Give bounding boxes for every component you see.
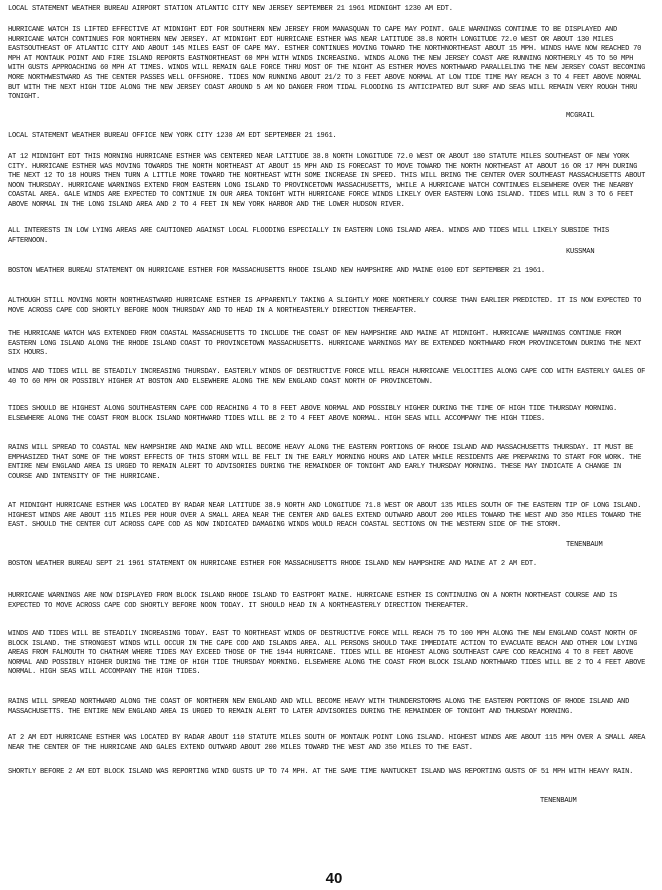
statement-paragraph: HURRICANE WARNINGS ARE NOW DISPLAYED FROM BLOCK ISLAND RHODE ISLAND TO EASTPORT MAINE. HURRICANE ESTHER IS CONTINUING ON A NORTH NORTHEAST COURSE AND IS EXPECTED TO MOVE ACROSS CAPE COD SHORTLY BEFORE NOON TODAY. IT SHOULD HEAD IN A NORTHEASTERLY DIRECTION THEREAFTER. xyxy=(8,592,618,610)
signature: TENENBAUM xyxy=(540,797,577,805)
statement-paragraph: AT MIDNIGHT HURRICANE ESTHER WAS LOCATED BY RADAR NEAR LATITUDE 38.9 NORTH AND LONGITUDE 71.8 WEST OR ABOUT 135 MILES SOUTH OF THE EASTERN TIP OF LONG ISLAND. HIGHEST WINDS ARE ABOUT 115 MILES PER HOUR OVER A SMALL AREA NEAR THE CENTER AND GALES EXTEND OUTWARD ABOUT 200 MILES TOWARD THE WEST AND 350 MILES TOWARD THE EAST. SHOULD THE CENTER CUT ACROSS CAPE COD AS NOW INDICATED DAMAGING WINDS WOULD REACH COASTAL SECTIONS ON THE WESTERN SIDE OF THE STORM. xyxy=(8,502,642,530)
statement-paragraph: ALTHOUGH STILL MOVING NORTH NORTHEASTWARD HURRICANE ESTHER IS APPARENTLY TAKING A SLIGHTLY MORE NORTHERLY COURSE THAN EARLIER PREDICTED. IT IS NOW EXPECTED TO MOVE ACROSS CAPE COD SHORTLY BEFORE NOON THURSDAY AND TO HEAD IN A NORTHEASTERLY DIRECTION THEREAFTER. xyxy=(8,297,642,315)
statement-body: HURRICANE WATCH IS LIFTED EFFECTIVE AT MIDNIGHT EDT FOR SOUTHERN NEW JERSEY FROM MANASQUAN TO CAPE MAY POINT. GALE WARNINGS CONTINUE TO BE DISPLAYED AND HURRICANE WATCH CONTINUES FOR NORTHERN NEW JERSEY. AT MIDNIGHT EDT HURRICANE ESTHER WAS NEAR LATITUDE 38.8 NORTH LONGITUDE 72.0 WEST OR ABOUT 130 MILES EASTSOUTHEAST OF ATLANTIC CITY AND ABOUT 145 MILES EAST OF CAPE MAY. ESTHER CONTINUES MOVING TOWARD THE NORTHNORTHEAST ABOUT 15 MPH. WINDS HAVE NOW REACHED 70 MPH AT MONTAUK POINT AND FIRE ISLAND REPORTS EASTNORTHEAST 60 MPH WITH WINDS INCREASING. WINDS ALONG THE NEW JERSEY COAST ARE RUNNING NORTHERLY 45 TO 50 MPH WITH GUSTS APPROACHING 60 MPH AT TIMES. WINDS WILL REMAIN GALE FORCE THRU MOST OF THE NIGHT AS ESTHER MOVES NORTHWARD PARALLELING THE NEW JERSEY COAST BECOMING MORE NORTHWESTWARD AS THE CENTER PASSES WELL OFFSHORE. TIDES NOW RUNNING ABOUT 21/2 TO 3 FEET ABOVE NORMAL AT LOW TIDE TIME MAY REACH 3 TO 4 FEET ABOVE NORMAL BUT WITH THE NEXT HIGH TIDE ALONG THE NEW JERSEY COAST AROUND 5 AM NO DANGER FROM TIDAL FLOODING IS ANTICIPATED BUT SURF AND SEAS WILL REMAIN VERY ROUGH THRU TONIGHT. xyxy=(8,26,646,102)
statement-header: BOSTON WEATHER BUREAU SEPT 21 1961 STATEMENT ON HURRICANE ESTHER FOR MASSACHUSETTS RHODE ISLAND NEW HAMPSHIRE AND MAINE AT 2 AM EDT. xyxy=(8,560,537,568)
statement-header: LOCAL STATEMENT WEATHER BUREAU OFFICE NEW YORK CITY 1230 AM EDT SEPTEMBER 21 1961. xyxy=(8,132,337,140)
page-number: 40 xyxy=(325,870,343,887)
signature: KUSSMAN xyxy=(566,248,595,256)
statement-paragraph: AT 2 AM EDT HURRICANE ESTHER WAS LOCATED BY RADAR ABOUT 110 STATUTE MILES SOUTH OF MONTAUK POINT LONG ISLAND. HIGHEST WINDS ARE ABOUT 115 MPH OVER A SMALL AREA NEAR THE CENTER OF THE HURRICANE AND GALES EXTEND OUTWARD ABOUT 200 MILES TOWARD THE WEST AND 350 MILES TO THE EAST. xyxy=(8,734,646,752)
signature: TENENBAUM xyxy=(566,541,603,549)
statement-paragraph: WINDS AND TIDES WILL BE STEADILY INCREASING TODAY. EAST TO NORTHEAST WINDS OF DESTRUCTIVE FORCE WILL REACH 75 TO 100 MPH ALONG THE NEW ENGLAND COAST NORTH OF BLOCK ISLAND. THE STRONGEST WINDS WILL OCCUR IN THE CAPE COD AND ISLANDS AREA. ALL PERSONS SHOULD TAKE IMMEDIATE ACTION TO EVACUATE BEACH AND OTHER LOW LYING AREAS FROM FALMOUTH TO CHATHAM WHERE TIDES MAY EXCEED THOSE OF THE 1944 HURRICANE. TIDES WILL BE HIGHEST ALONG SOUTHEAST CAPE COD REACHING 4 TO 8 FEET ABOVE NORMAL AND POSSIBLY HIGHER DURING THE TIME OF HIGH TIDE THURSDAY MORNING. ELSEWHERE ALONG THE COAST FROM BLOCK ISLAND NORTHWARD TIDES WILL BE 2 TO 4 FEET ABOVE NORMAL. HIGH SEAS WILL ACCOMPANY THE HIGH TIDES. xyxy=(8,630,646,677)
signature: MCGRAIL xyxy=(566,112,595,120)
statement-paragraph: SHORTLY BEFORE 2 AM EDT BLOCK ISLAND WAS REPORTING WIND GUSTS UP TO 74 MPH. AT THE SAME TIME NANTUCKET ISLAND WAS REPORTING GUSTS OF 51 MPH WITH HEAVY RAIN. xyxy=(8,768,634,776)
statement-paragraph: RAINS WILL SPREAD TO COASTAL NEW HAMPSHIRE AND MAINE AND WILL BECOME HEAVY ALONG THE EASTERN PORTIONS OF RHODE ISLAND AND MASSACHUSETTS THURSDAY. IT MUST BE EMPHASIZED THAT SOME OF THE WORST EFFECTS OF THIS STORM WILL BE FELT IN THE EARLY MORNING HOURS AND LATER WHILE RESIDENTS ARE PREPARING TO START FOR WORK. THE ENTIRE NEW ENGLAND AREA IS URGED TO REMAIN ALERT TO ADVISORIES DURING THE REMAINDER OF TONIGHT AND EARLY THURSDAY MORNING. THESE MAY INDICATE A CHANGE IN COURSE AND INTENSITY OF THE HURRICANE. xyxy=(8,444,642,481)
statement-paragraph: TIDES SHOULD BE HIGHEST ALONG SOUTHEASTERN CAPE COD REACHING 4 TO 8 FEET ABOVE NORMAL AND POSSIBLY HIGHER DURING THE TIME OF HIGH TIDE THURSDAY MORNING. ELSEWHERE ALONG THE COAST FROM BLOCK ISLAND NORTHWARD TIDES WILL BE 2 TO 4 FEET ABOVE NORMAL. HIGH SEAS WILL ACCOMPANY THE HIGH TIDES. xyxy=(8,405,618,423)
statement-paragraph: ALL INTERESTS IN LOW LYING AREAS ARE CAUTIONED AGAINST LOCAL FLOODING ESPECIALLY IN EASTERN LONG ISLAND AREA. WINDS AND TIDES WILL LIKELY SUBSIDE THIS AFTERNOON. xyxy=(8,227,610,245)
statement-paragraph: AT 12 MIDNIGHT EDT THIS MORNING HURRICANE ESTHER WAS CENTERED NEAR LATITUDE 38.8 NORTH LONGITUDE 72.0 WEST OR ABOUT 180 STATUTE MILES SOUTHEAST OF NEW YORK CITY. HURRICANE ESTHER WAS MOVING TOWARDS THE NORTH NORTHEAST AT ABOUT 15 MPH AND IS FORECAST TO MOVE TOWARD THE NORTH NORTHEAST AT ABOUT 16 OR 17 MPH DURING THE NEXT 12 TO 18 HOURS THEN TURN A LITTLE MORE TOWARD THE NORTHEAST WITH SOME INCREASE IN SPEED. THIS WILL BRING THE CENTER OVER SOUTHEAST MASSACHUSETTS ABOUT NOON THURSDAY. HURRICANE WARNINGS EXTEND FROM EASTERN LONG ISLAND TO PROVINCETOWN MASSACHUSETTS, WHILE A HURRICANE WATCH CONTINUES ELSEWHERE OVER THE NEARBY COASTAL AREA. GALE WINDS ARE EXPECTED TO CONTINUE IN OUR AREA TONIGHT WITH HURRICANE FORCE WINDS LIKELY OVER EASTERN LONG ISLAND. TIDES WILL RUN 3 TO 6 FEET ABOVE NORMAL IN THE LONG ISLAND AREA AND 2 TO 4 FEET IN NEW YORK HARBOR AND THE LOWER HUDSON RIVER. xyxy=(8,153,646,209)
statement-paragraph: THE HURRICANE WATCH WAS EXTENDED FROM COASTAL MASSACHUSETTS TO INCLUDE THE COAST OF NEW HAMPSHIRE AND MAINE AT MIDNIGHT. HURRICANE WARNINGS CONTINUE FROM EASTERN LONG ISLAND ALONG THE RHODE ISLAND COAST TO PROVINCETOWN MASSACHUSETTS. HURRICANE WARNINGS MAY BE EXTENDED NORTHWARD FROM PROVINCETOWN DURING THE NEXT SIX HOURS. xyxy=(8,330,642,358)
statement-header: LOCAL STATEMENT WEATHER BUREAU AIRPORT STATION ATLANTIC CITY NEW JERSEY SEPTEMBER 21 1961 MIDNIGHT 1230 AM EDT. xyxy=(8,5,453,13)
statement-header: BOSTON WEATHER BUREAU STATEMENT ON HURRICANE ESTHER FOR MASSACHUSETTS RHODE ISLAND NEW HAMPSHIRE AND MAINE 0100 EDT SEPTEMBER 21 1961. xyxy=(8,267,545,275)
statement-paragraph: RAINS WILL SPREAD NORTHWARD ALONG THE COAST OF NORTHERN NEW ENGLAND AND WILL BECOME HEAVY WITH THUNDERSTORMS ALONG THE EASTERN PORTIONS OF RHODE ISLAND AND MASSACHUSETTS. THE ENTIRE NEW ENGLAND AREA IS URGED TO REMAIN ALERT TO LATER ADVISORIES DURING THE REMAINDER OF TONIGHT AND THURSDAY MORNING. xyxy=(8,698,630,716)
statement-paragraph: WINDS AND TIDES WILL BE STEADILY INCREASING THURSDAY. EASTERLY WINDS OF DESTRUCTIVE FORCE WILL REACH HURRICANE VELOCITIES ALONG CAPE COD WITH EASTERLY GALES OF 40 TO 60 MPH OR POSSIBLY HIGHER AT BOSTON AND ELSEWHERE ALONG THE NEW ENGLAND COAST NORTH OF PROVINCETOWN. xyxy=(8,368,646,386)
